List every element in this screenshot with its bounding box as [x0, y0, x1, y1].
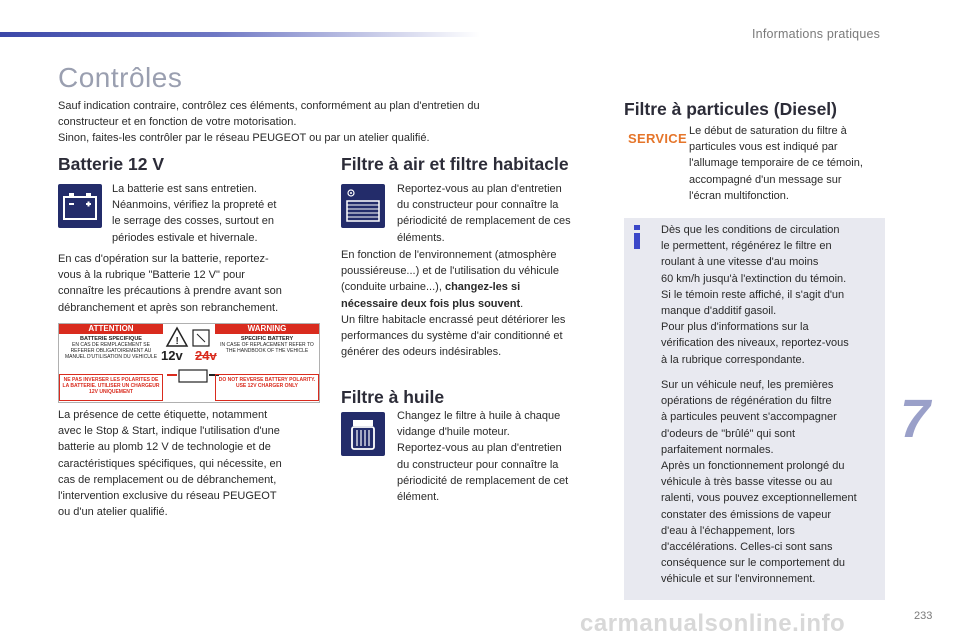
watermark: carmanualsonline.info — [580, 610, 846, 637]
info-icon — [628, 224, 646, 250]
oil-filter-icon — [341, 412, 385, 456]
battery-text-2: En cas d'opération sur la batterie, reportez- vous à la rubrique "Batterie 12 V" pour connaître les précautions à prendre avant son débranchement et après son rebranchement. — [58, 253, 282, 314]
info-text-1: Dès que les conditions de circulation le permettent, régénérez le filtre en roulant à une vitesse d'au moins 60 km/h jusqu'à l'extinction du témoin. Si le témoin reste affiché, il s'agit d'un manque d'additif gasoil. Pour plus d'informations sur la vérification des niveaux, reportez-vous à la rubrique correspondante. — [661, 224, 849, 366]
page-number: 233 — [914, 610, 933, 622]
oil-filter-title: Filtre à huile — [341, 387, 445, 407]
air-filter-icon — [341, 184, 385, 228]
battery-polarity-icon — [165, 366, 221, 384]
battery-text-1: La batterie est sans entretien. Néanmoins, vérifiez la propreté et le serrage des cosses, surtout en périodes estivale et hivernale. — [112, 183, 277, 244]
air-filter-text-2: En fonction de l'environnement (atmosphère poussiéreuse...) et de l'utilisation du véhicule (conduite urbaine...), changez-les si nécessaire deux fois plus souvent. Un filtre habitacle encrassé peut détériorer les performances du système d'air conditionné et générer des odeurs indésirables. — [341, 249, 566, 359]
particle-filter-title: Filtre à particules (Diesel) — [624, 99, 837, 119]
battery-title: Batterie 12 V — [58, 154, 165, 174]
section-label: Informations pratiques — [752, 27, 881, 41]
oil-filter-text-1: Changez le filtre à huile à chaque vidange d'huile moteur. Reportez-vous au plan d'entretien du constructeur pour connaître la périodicité de remplacement de cet élément. — [397, 410, 569, 504]
info-text-2: Sur un véhicule neuf, les premières opérations de régénération du filtre à particules peuvent s'accompagner d'odeurs de "brûlé" qui sont parfaitement normales. Après un fonctionnement prolongé du véhicule à très basse vitesse ou au ralenti, vous pouvez exceptionnellement constater des émissions de vapeur d'eau à l'échappement, lors d'accélérations. Celles-ci sont sans conséquence sur le comportement du véhicule et sur l'environnement. — [661, 379, 857, 586]
service-warning-icon: SERVICE — [628, 131, 687, 146]
particle-filter-text-1: Le début de saturation du filtre à particules vous est indiqué par l'allumage temporaire de ce témoin, accompagné d'un message sur l'écran multifonction. — [689, 125, 863, 202]
svg-text:!: ! — [175, 336, 179, 347]
chapter-number: 7 — [900, 389, 931, 449]
intro-paragraph: Sauf indication contraire, contrôlez ces éléments, conformément au plan d'entretien du constructeur et en fonction de votre motorisation. Sinon, faites-les contrôler par le réseau PEUGEOT ou par un atelier qualifié. — [58, 100, 480, 144]
page-title: Contrôles — [58, 62, 183, 93]
air-filter-text-1: Reportez-vous au plan d'entretien du constructeur pour connaître la périodicité de remplacement de ces éléments. — [397, 183, 571, 244]
header-accent-bar — [0, 32, 480, 37]
battery-warning-label: ATTENTION WARNING BATTERIE SPECIFIQUE EN CAS DE REMPLACEMENT SE REFERER OBLIGATOIREMENT AU MANUEL D'UTILISATION DU VEHICULE SPECIFIC BATTERY IN CASE OF REPLACEMENT REFER TO THE HANDBOOK OF THE VEHICLE ! 12v 24v NE PAS INVERSER LES POLARITES DE LA BATTERIE. UTILISER UN CHARGEUR 12V UNIQUEMENT DO NOT REVERSE BATTERY POLARITY. USE 12V CHARGER ONLY — [58, 323, 320, 403]
battery-icon — [58, 184, 102, 228]
battery-text-3: La présence de cette étiquette, notamment avec le Stop & Start, indique l'utilisation d'une batterie au plomb 12 V de technologie et de caractéristiques spécifiques, qui nécessite, en cas de remplacement ou de débranchement, l'intervention exclusive du réseau PEUGEOT ou d'un atelier qualifié. — [58, 409, 282, 519]
air-filter-title: Filtre à air et filtre habitacle — [341, 154, 569, 174]
